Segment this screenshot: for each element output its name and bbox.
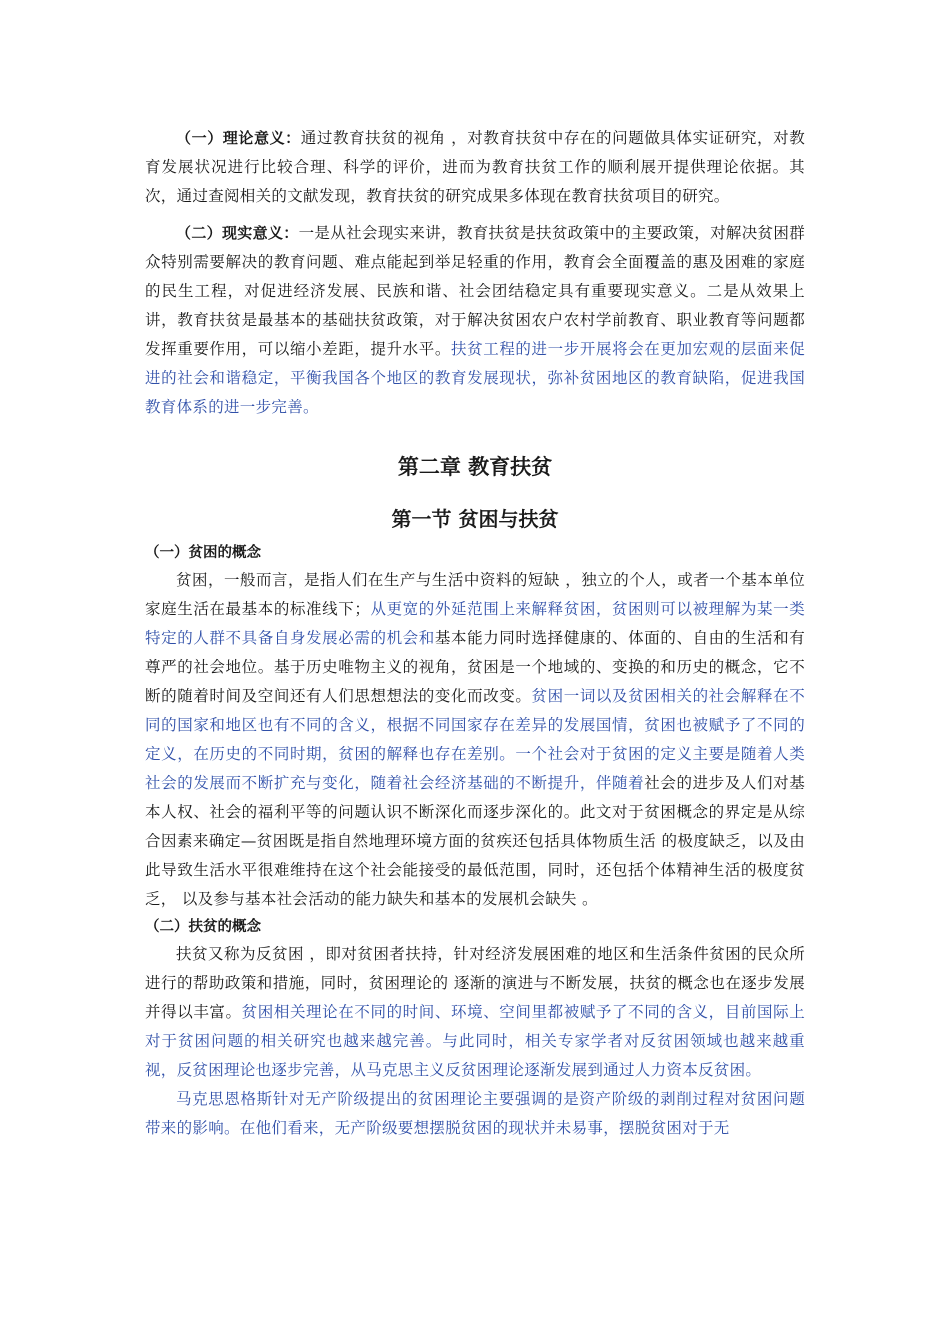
paragraph-text: 基本能力同时选择健康的、体面的、自由的生活和有尊严的社会地位。基于历史唯物主义的视角，贫困是一个地域的、变换的和历史的概念，它不断的随着时间及空间还有人们思想想法的变化而改变。 bbox=[145, 629, 805, 705]
paragraph-poverty-alleviation-concept bbox=[145, 940, 805, 1085]
highlighted-text: 贫困一词以及贫困相关的社会解释在不同的国家和地区也有不同的含义，根据不同国家存在差异的发展国情，贫困也被赋予了不同的定义，在历史的不同时期，贫困的解释也存在差别。一个社会对于贫困的定义主要是随着人类社会的发展而不断扩充与变化，随着社会经济基础的不断提升，伴随着 bbox=[145, 687, 805, 792]
paragraph-text: 贫困，一般而言，是指人们在生产与生活中资料的短缺 ，独立的个人，或者一个基本单位家庭生活在最基本的标准线下； bbox=[145, 571, 805, 618]
paragraph-text: 通过教育扶贫的视角 ，对教育扶贫中存在的问题做具体实证研究，对教育发展状况进行比较合理、科学的评价，进而为教育扶贫工作的顺利展开提供理论依据。其次，通过查阅相关的文献发现，教育扶贫的研究成果多体现在教育扶贫项目的研究。 bbox=[145, 129, 806, 205]
paragraph-poverty-concept bbox=[145, 566, 805, 914]
paragraph-marx-engels bbox=[145, 1085, 805, 1143]
document-page bbox=[145, 124, 805, 1143]
paragraph-text: 社会的进步及人们对基本人权、社会的福利平等的问题认识不断深化而逐步深化的。此文对于贫困概念的界定是从综合因素来确定—贫困既是指自然地理环境方面的贫疾还包括具体物质生活 的极度缺乏，以及由此导致生活水平很难维持在这个社会能接受的最低范围，同时，还包括个体精神生活的极度贫乏， 以及参与基本社会活动的能力缺失和基本的发展机会缺失 。 bbox=[145, 774, 805, 908]
paragraph-text: 一是从社会现实来讲，教育扶贫是扶贫政策中的主要政策，对解决贫困群众特别需要解决的教育问题、难点能起到举足轻重的作用，教育会全面覆盖的惠及困难的家庭的民生工程，对促进经济发展、民族和谐、社会团结稳定具有重要现实意义。二是从效果上讲，教育扶贫是最基本的基础扶贫政策，对于解决贫困农户农村学前教育、职业教育等问题都发挥重要作用，可以缩小差距，提升水平。 bbox=[145, 224, 805, 358]
section-title: 第一节 贫困与扶贫 bbox=[391, 507, 559, 531]
paragraph-lead: （二）现实意义： bbox=[176, 224, 299, 242]
paragraph-practical-significance bbox=[145, 219, 805, 422]
paragraph-text: 扶贫又称为反贫困 ，即对贫困者扶持，针对经济发展困难的地区和生活条件贫困的民众所进行的帮助政策和措施，同时，贫困理论的 逐渐的演进与不断发展，扶贫的概念也在逐步发展并得以丰富。 bbox=[145, 945, 805, 1021]
chapter-title: 第二章 教育扶贫 bbox=[397, 455, 553, 479]
subheading-poverty-concept: （一）贫困的概念 bbox=[145, 545, 261, 561]
highlighted-text: 从更宽的外延范围上来解释贫困，贫困则可以被理解为某一类特定的人群不具备自身发展必需的机会和 bbox=[145, 600, 806, 647]
subheading-poverty-alleviation-concept: （二）扶贫的概念 bbox=[145, 919, 261, 935]
highlighted-text: 马克思恩格斯针对无产阶级提出的贫困理论主要强调的是资产阶级的剥削过程对贫困问题带来的影响。在他们看来，无产阶级要想摆脱贫困的现状并未易事，摆脱贫困对于无 bbox=[145, 1090, 805, 1137]
paragraph-theoretical-significance bbox=[145, 124, 805, 211]
paragraph-lead: （一）理论意义： bbox=[176, 129, 301, 147]
highlighted-text: 扶贫工程的进一步开展将会在更加宏观的层面来促进的社会和谐稳定，平衡我国各个地区的教育发展现状，弥补贫困地区的教育缺陷，促进我国教育体系的进一步完善。 bbox=[145, 340, 805, 416]
highlighted-text: 贫困相关理论在不同的时间、环境、空间里都被赋予了不同的含义，目前国际上对于贫困问题的相关研究也越来越完善。与此同时，相关专家学者对反贫困领域也越来越重视，反贫困理论也逐步完善，从马克思主义反贫困理论逐渐发展到通过人力资本反贫困。 bbox=[145, 1003, 805, 1079]
